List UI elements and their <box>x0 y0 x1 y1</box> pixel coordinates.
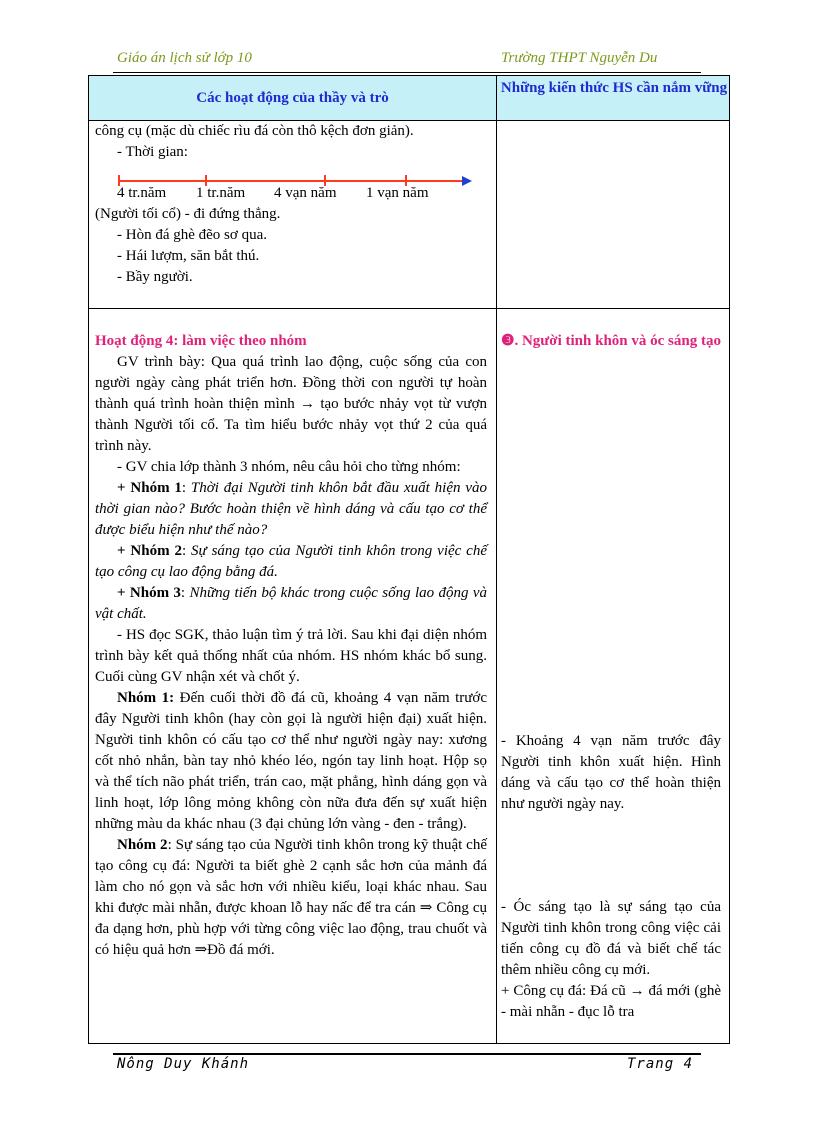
group3-label: + Nhóm 3 <box>117 585 181 601</box>
gv-division: - GV chia lớp thành 3 nhóm, nêu câu hỏi cho từng nhóm: <box>117 459 461 475</box>
footer-author: Nông Duy Khánh <box>117 1056 250 1072</box>
knowledge-1-box <box>501 731 721 815</box>
bullet-item: - Hòn đá ghè đẽo sơ qua. <box>117 227 267 243</box>
header-school: Trường THPT Nguyễn Du <box>501 50 658 66</box>
gv-intro: GV trình bày: Qua quá trình lao động, cuộc sống của con người ngày càng phát triển hơn. Đồng thời con người tự hoàn thành quá trình hoàn thiện mình → tạo bước nhảy vọt từ vượn thành Người tối cổ. Ta tìm hiểu bước nhảy vọt thứ 2 của quá trình này. <box>95 354 487 454</box>
row-divider <box>89 308 729 309</box>
column-header-knowledge: Những kiến thức HS cần nắm vững <box>500 80 728 96</box>
footer-page: Trang 4 <box>627 1056 694 1072</box>
group1-label: + Nhóm 1 <box>117 480 182 496</box>
group3-text: Những tiến bộ khác trong cuộc sống lao động và vật chất. <box>95 585 488 622</box>
timeline-label: 1 tr.năm <box>196 185 246 201</box>
timeline-axis <box>118 180 464 182</box>
group1-question: + Nhóm 1: Thời đại Người tinh khôn bắt đầu xuất hiện vào thời gian nào? Bước hoàn thiện về hình dáng và cấu tạo cơ thể được biểu hiện như thế nào? <box>95 480 488 538</box>
answer1-label: Nhóm 1: <box>117 690 175 706</box>
bullet-item: (Người tối cổ) - đi đứng thẳng. <box>95 206 281 222</box>
timeline-label: 4 tr.năm <box>117 185 167 201</box>
knowledge-2-box <box>501 897 721 1023</box>
timeline-label: 4 vạn năm <box>274 185 337 201</box>
activity-title: Hoạt động 4: làm việc theo nhóm <box>95 333 307 349</box>
answer1-text: Đến cuối thời đồ đá cũ, khoảng 4 vạn năm trước đây Người tinh khôn (hay còn gọi là người hiện đại) xuất hiện. Người tinh khôn có cấu tạo cơ thể như người ngày nay: xương cốt nhỏ nhắn, bàn tay nhỏ khéo léo, ngón tay linh hoạt. Hộp sọ và thể tích não phát triển, trán cao, mặt phẳng, hình dáng gọn và linh hoạt, lớp lông mỏng không còn nữa đưa đến sự xuất hiện những màu da khác nhau (3 đại chủng lớn vàng - đen - trắng). <box>95 690 488 832</box>
block1-text <box>95 121 487 163</box>
footer-rule <box>113 1053 701 1055</box>
knowledge-1: - Khoảng 4 vạn năm trước đây Người tinh khôn xuất hiện. Hình dáng và cấu tạo cơ thể hoàn thiện như người ngày nay. <box>501 733 721 812</box>
block1-line1: công cụ (mặc dù chiếc rìu đá còn thô kệch đơn giản). <box>95 123 414 139</box>
knowledge-title: ❸. Người tinh khôn và óc sáng tạo <box>501 333 721 349</box>
group2-text: Sự sáng tạo của Người tinh khôn trong việc chế tạo công cụ lao động bằng đá. <box>95 543 487 580</box>
answer2-label: Nhóm 2 <box>117 837 168 853</box>
block2-text <box>95 331 487 961</box>
header-rule <box>113 72 701 73</box>
knowledge-3: + Công cụ đá: Đá cũ → đá mới (ghè - mài nhẵn - đục lỗ tra <box>501 983 721 1020</box>
bullet-item: - Bầy người. <box>117 269 193 285</box>
block1-bullets <box>95 204 487 288</box>
group1-text: Thời đại Người tinh khôn bắt đầu xuất hiện vào thời gian nào? Bước hoàn thiện về hình dáng và cấu tạo cơ thể được biểu hiện như thế nào? <box>95 480 488 538</box>
header-subject: Giáo án lịch sử lớp 10 <box>117 50 252 66</box>
group2-question: + Nhóm 2: Sự sáng tạo của Người tinh khôn trong việc chế tạo công cụ lao động bằng đá. <box>95 543 487 580</box>
knowledge-title-box <box>501 331 721 352</box>
column-header-activities: Các hoạt động của thầy và trò <box>196 90 389 106</box>
bullet-item: - Hái lượm, săn bắt thú. <box>117 248 260 264</box>
timeline-label: 1 vạn năm <box>366 185 429 201</box>
arrow-right-icon <box>462 176 472 186</box>
group1-answer <box>95 688 487 835</box>
column-divider <box>496 76 497 1043</box>
group2-label: + Nhóm 2 <box>117 543 182 559</box>
group3-question: + Nhóm 3: Những tiến bộ khác trong cuộc sống lao động và vật chất. <box>95 585 488 622</box>
hs-discussion: - HS đọc SGK, thảo luận tìm ý trả lời. Sau khi đại diện nhóm trình bày kết quả thống nhất của nhóm. HS nhóm khác bổ sung. Cuối cùng GV nhận xét và chốt ý. <box>95 627 487 685</box>
answer2-text: : Sự sáng tạo của Người tinh khôn trong kỹ thuật chế tạo công cụ đá: Người ta biết ghè 2 cạnh sắc hơn của mảnh đá làm cho nó gọn và sắc hơn với nhiều kiểu, loại khác nhau. Sau khi được mài nhẵn, được khoan lỗ hay nấc để tra cán ⇒ Công cụ đa dạng hơn, phù hợp với từng công việc lao động, trau chuốt và có hiệu quả hơn ⇒Đồ đá mới. <box>95 837 487 958</box>
time-label: - Thời gian: <box>117 144 188 160</box>
group2-answer <box>95 835 487 961</box>
knowledge-2: - Óc sáng tạo là sự sáng tạo của Người tinh khôn trong công việc cải tiến công cụ đồ đá và biết chế tác thêm nhiều công cụ mới. <box>501 899 721 978</box>
